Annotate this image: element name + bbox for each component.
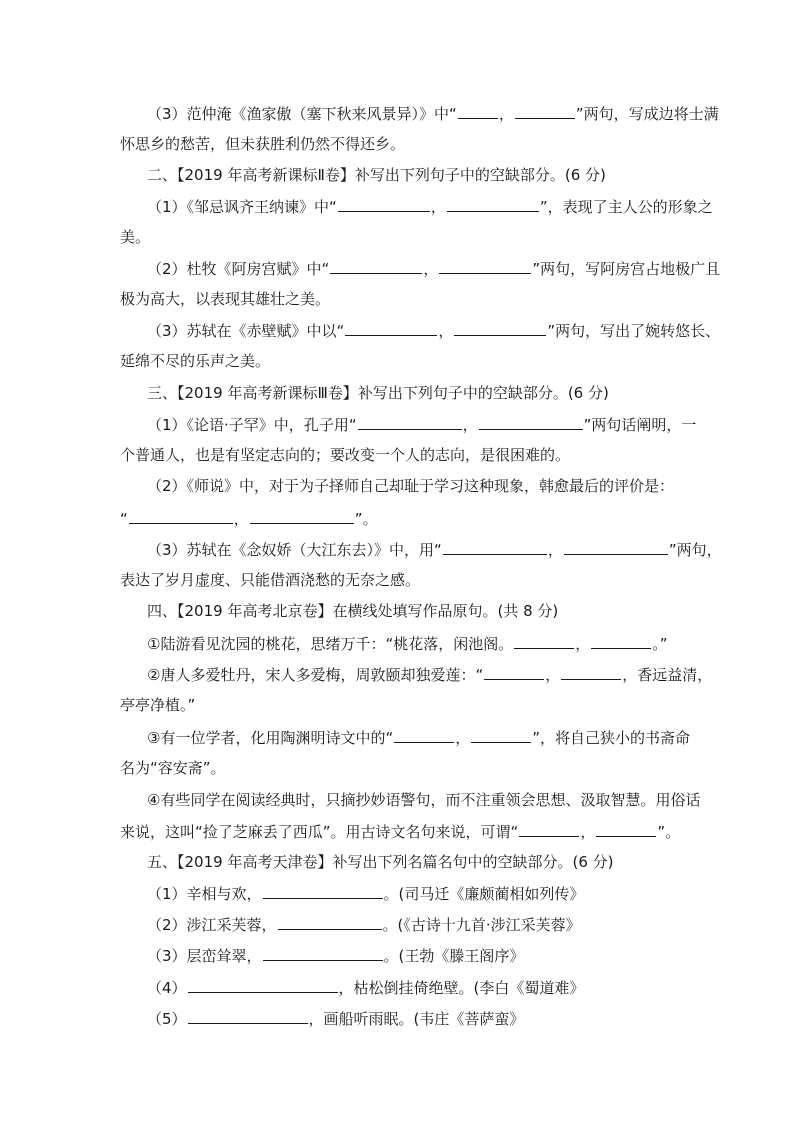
q3-item3-cont: 表达了岁月虚度、只能借酒浇愁的无奈之感。: [120, 571, 421, 589]
q5-item3: （3）层峦耸翠， 。(王勃《滕王阁序》: [147, 947, 525, 965]
q3-item2: （2）《师说》中，对于为子择师自己却耻于学习这种现象，韩愈最后的评价是：: [147, 477, 675, 495]
q5-item4: （4） ，枯松倒挂倚绝壁。(李白《蜀道难》: [147, 979, 585, 997]
q2-item2-cont: 极为高大，以表现其雄壮之美。: [120, 290, 331, 308]
q2-item3-cont: 延绵不尽的乐声之美。: [120, 352, 271, 370]
answer-blank[interactable]: [188, 1008, 308, 1024]
q3-heading: 三、【2019 年高考新课标Ⅲ卷】补写出下列句子中的空缺部分。(6 分): [147, 384, 609, 402]
q5-item2: （2）涉江采芙蓉， 。(《古诗十九首·涉江采芙蓉》: [147, 916, 581, 934]
answer-blank[interactable]: [564, 539, 668, 555]
answer-blank[interactable]: [439, 258, 531, 274]
answer-blank[interactable]: [278, 914, 382, 930]
q4-heading: 四、【2019 年高考北京卷】在横线处填写作品原句。(共 8 分): [147, 602, 559, 620]
answer-blank[interactable]: [263, 883, 383, 899]
answer-blank[interactable]: [394, 727, 454, 743]
q3-item1: （1）《论语·子罕》中，孔子用“ ， ”两句话阐明，一: [147, 416, 697, 434]
answer-blank[interactable]: [338, 196, 430, 212]
answer-blank[interactable]: [250, 508, 354, 524]
answer-blank[interactable]: [458, 103, 498, 119]
answer-blank[interactable]: [484, 664, 544, 680]
answer-blank[interactable]: [596, 821, 656, 837]
answer-blank[interactable]: [471, 727, 531, 743]
q3-item2-blanks: “ ， ”。: [120, 510, 378, 528]
answer-blank[interactable]: [188, 977, 338, 993]
q2-item1: （1）《邹忌讽齐王纳谏》中“ ， ”，表现了主人公的形象之: [147, 198, 713, 216]
q4-item4: ④有些同学在阅读经典时，只摘抄妙语警句，而不注重领会思想、汲取智慧。用俗话: [147, 791, 701, 809]
answer-blank[interactable]: [454, 320, 546, 336]
q4-item3: ③有一位学者，化用陶渊明诗文中的“ ， ”，将自己狭小的书斋命: [147, 729, 691, 747]
answer-blank[interactable]: [561, 664, 621, 680]
q4-item2: ②唐人多爱牡丹，宋人多爱梅，周敦颐却独爱莲：“ ， ，香远益清，: [147, 666, 713, 684]
q3-item3: （3）苏轼在《念奴娇（大江东去）》中，用“ ， ”两句，: [147, 541, 722, 559]
answer-blank[interactable]: [514, 633, 574, 649]
answer-blank[interactable]: [519, 821, 579, 837]
answer-blank[interactable]: [263, 945, 383, 961]
q5-item1: （1）辛相与欢， 。(司马迁《廉颇蔺相如列传》: [147, 885, 585, 903]
answer-blank[interactable]: [330, 258, 422, 274]
q3-item1-cont: 个普通人，也是有坚定志向的；要改变一个人的志向，是很困难的。: [120, 446, 571, 464]
q4-item2-cont: 亭亭净植。”: [120, 696, 196, 714]
answer-blank[interactable]: [358, 414, 462, 430]
q2-item1-cont: 美。: [120, 228, 151, 246]
answer-blank[interactable]: [129, 508, 233, 524]
q1-item3: （3）范仲淹《渔家傲（塞下秋来风景异）》中“ ， ”两句，写成边将士满: [147, 105, 719, 123]
answer-blank[interactable]: [345, 320, 437, 336]
q2-item2: （2）杜牧《阿房宫赋》中“ ， ”两句，写阿房宫占地极广且: [147, 260, 721, 278]
q2-item3: （3）苏轼在《赤壁赋》中以“ ， ”两句，写出了婉转悠长、: [147, 322, 721, 340]
answer-blank[interactable]: [591, 633, 651, 649]
q4-item1: ①陆游看见沈园的桃花，思绪万千：“桃花落，闲池阁。 ， 。”: [147, 635, 668, 653]
q5-heading: 五、【2019 年高考天津卷】补写出下列名篇名句中的空缺部分。(6 分): [147, 853, 614, 871]
answer-blank[interactable]: [479, 414, 583, 430]
q4-item3-cont: 名为“容安斋”。: [120, 759, 226, 777]
answer-blank[interactable]: [443, 539, 547, 555]
q1-item3-cont: 怀思乡的愁苦，但未获胜利仍然不得还乡。: [120, 135, 406, 153]
answer-blank[interactable]: [447, 196, 539, 212]
q4-item4-cont: 来说，这叫“捡了芝麻丢了西瓜”。用古诗文名句来说，可谓“ ， ”。: [120, 823, 681, 841]
q2-heading: 二、【2019 年高考新课标Ⅱ卷】补写出下列句子中的空缺部分。(6 分): [147, 166, 606, 184]
q5-item5: （5） ，画船听雨眠。(韦庄《菩萨蛮》: [147, 1010, 525, 1028]
answer-blank[interactable]: [515, 103, 575, 119]
